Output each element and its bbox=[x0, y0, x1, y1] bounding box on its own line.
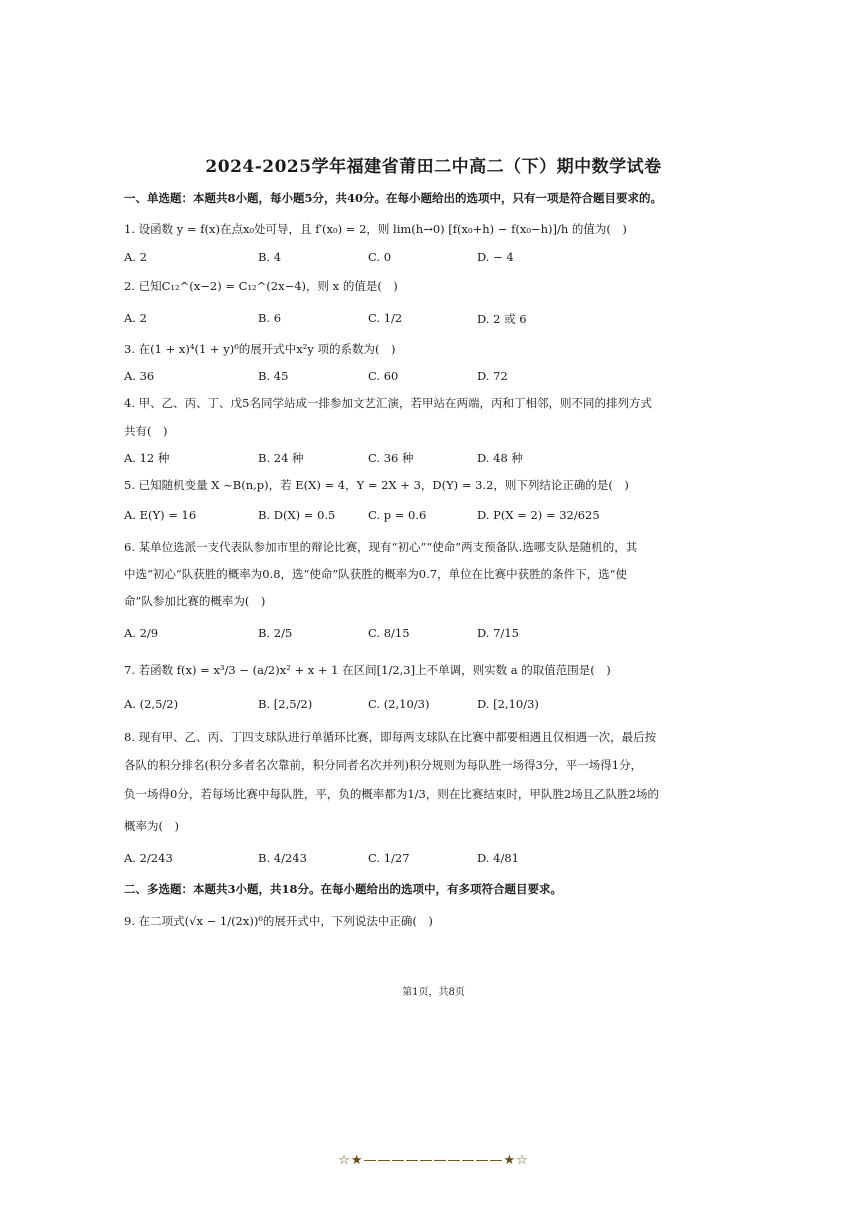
option-d: D. 48 种 bbox=[477, 451, 523, 465]
option-a: A. (2,5/2) bbox=[124, 697, 179, 711]
question-6-options bbox=[124, 626, 824, 644]
option-a: A. 2/243 bbox=[124, 851, 173, 865]
option-a: A. 12 种 bbox=[124, 451, 170, 465]
option-b: B. 4 bbox=[258, 250, 282, 264]
question-1-stem: 1. 设函数 y = f(x)在点x₀处可导，且 f′(x₀) = 2，则 lim(h→0) [f(x₀+h) − f(x₀−h)]/h 的值为( ) bbox=[124, 222, 627, 236]
question-6-stem-line-3: 命”队参加比赛的概率为( ) bbox=[124, 594, 266, 608]
question-8-options bbox=[124, 851, 824, 869]
question-7-stem: 7. 若函数 f(x) = x³/3 − (a/2)x² + x + 1 在区间[1/2,3]上不单调，则实数 a 的取值范围是( ) bbox=[124, 663, 611, 677]
question-8-stem-line-2: 各队的积分排名(积分多者名次靠前，积分同者名次并列)积分规则为每队胜一场得3分，平一场得1分， bbox=[124, 758, 643, 772]
option-d: D. 2 或 6 bbox=[477, 312, 527, 326]
option-c: C. 36 种 bbox=[368, 451, 414, 465]
question-7-options bbox=[124, 697, 824, 715]
option-c: C. (2,10/3) bbox=[368, 697, 430, 711]
section-heading-single-choice: 一、单选题：本题共8小题，每小题5分，共40分。在每小题给出的选项中，只有一项是符合题目要求的。 bbox=[124, 191, 663, 205]
option-b: B. 2/5 bbox=[258, 626, 293, 640]
option-c: C. 0 bbox=[368, 250, 392, 264]
question-8-stem-line-1: 8. 现有甲、乙、丙、丁四支球队进行单循环比赛，即每两支球队在比赛中都要相遇且仅相遇一次，最后按 bbox=[124, 730, 657, 744]
question-4-options bbox=[124, 450, 824, 468]
question-2-stem: 2. 已知C₁₂^(x−2) = C₁₂^(2x−4)，则 x 的值是( ) bbox=[124, 279, 398, 293]
option-d: D. − 4 bbox=[477, 250, 514, 264]
question-5-options bbox=[124, 508, 824, 526]
question-4-stem-line-2: 共有( ) bbox=[124, 424, 168, 438]
option-b: B. 45 bbox=[258, 369, 289, 383]
option-d: D. 72 bbox=[477, 369, 508, 383]
option-a: A. E(Y) = 16 bbox=[124, 508, 197, 522]
option-a: A. 36 bbox=[124, 369, 155, 383]
page-number: 第1页，共8页 bbox=[402, 987, 465, 998]
option-b: B. 6 bbox=[258, 311, 282, 325]
question-2-options bbox=[124, 311, 824, 329]
question-8-stem-line-4: 概率为( ) bbox=[124, 819, 179, 833]
star-divider: ☆★——————————★☆ bbox=[338, 1153, 529, 1168]
option-b: B. 4/243 bbox=[258, 851, 307, 865]
option-c: C. 8/15 bbox=[368, 626, 410, 640]
question-4-stem-line-1: 4. 甲、乙、丙、丁、戊5名同学站成一排参加文艺汇演，若甲站在两端，丙和丁相邻，则不同的排列方式 bbox=[124, 396, 652, 410]
option-d: D. 4/81 bbox=[477, 851, 519, 865]
question-8-stem-line-3: 负一场得0分，若每场比赛中每队胜，平，负的概率都为1/3，则在比赛结束时，甲队胜2场且乙队胜2场的 bbox=[124, 787, 659, 801]
section-heading-multiple-choice: 二、多选题：本题共3小题，共18分。在每小题给出的选项中，有多项符合题目要求。 bbox=[124, 882, 563, 896]
question-9-stem: 9. 在二项式(√x − 1/(2x))⁶的展开式中，下列说法中正确( ) bbox=[124, 914, 433, 928]
question-1-options bbox=[124, 250, 824, 268]
option-b: B. 24 种 bbox=[258, 451, 304, 465]
option-c: C. 1/27 bbox=[368, 851, 410, 865]
question-3-options bbox=[124, 369, 824, 387]
option-b: B. [2,5/2) bbox=[258, 697, 313, 711]
option-d: D. [2,10/3) bbox=[477, 697, 539, 711]
option-a: A. 2/9 bbox=[124, 626, 159, 640]
option-c: C. 1/2 bbox=[368, 311, 403, 325]
option-c: C. p = 0.6 bbox=[368, 508, 427, 522]
option-d: D. 7/15 bbox=[477, 626, 519, 640]
question-6-stem-line-2: 中选“初心”队获胜的概率为0.8，选“使命”队获胜的概率为0.7，单位在比赛中获胜的条件下，选“使 bbox=[124, 567, 627, 581]
question-5-stem: 5. 已知随机变量 X ~B(n,p)，若 E(X) = 4，Y = 2X + 3，D(Y) = 3.2，则下列结论正确的是( ) bbox=[124, 478, 629, 492]
option-c: C. 60 bbox=[368, 369, 399, 383]
question-3-stem: 3. 在(1 + x)⁴(1 + y)⁶的展开式中x²y 项的系数为( ) bbox=[124, 342, 396, 356]
option-a: A. 2 bbox=[124, 250, 147, 264]
option-b: B. D(X) = 0.5 bbox=[258, 508, 336, 522]
option-a: A. 2 bbox=[124, 311, 147, 325]
option-d: D. P(X = 2) = 32/625 bbox=[477, 508, 600, 522]
exam-title: 2024-2025学年福建省莆田二中高二（下）期中数学试卷 bbox=[205, 157, 662, 177]
question-6-stem-line-1: 6. 某单位选派一支代表队参加市里的辩论比赛，现有“初心”“使命”两支预备队.选哪支队是随机的，其 bbox=[124, 540, 638, 554]
